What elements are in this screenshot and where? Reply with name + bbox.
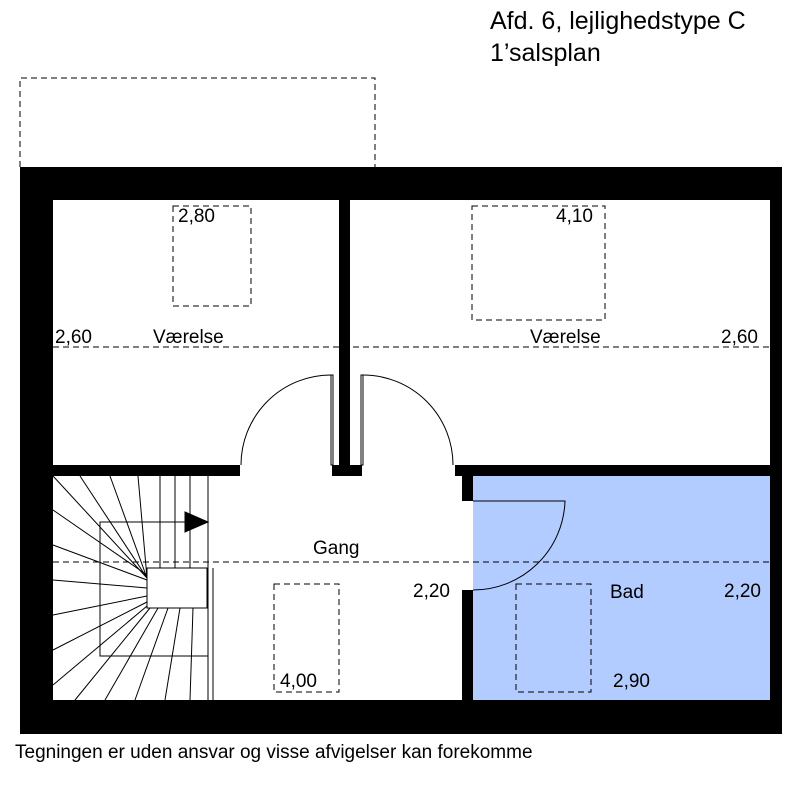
room-left-label: Værelse — [153, 327, 224, 348]
hall-skylight-label: 4,00 — [280, 671, 317, 692]
outer-wall-left — [20, 167, 53, 734]
outer-wall-bottom — [20, 700, 782, 734]
skylight-left-label: 2,80 — [178, 206, 215, 227]
room-right-label: Værelse — [530, 327, 601, 348]
wall-room-right-bottom — [455, 465, 770, 476]
wall-room-center-bottom — [332, 465, 362, 476]
bath-height-label: 2,20 — [724, 581, 761, 602]
disclaimer-text: Tegningen er uden ansvar og visse afvigelser kan forekomme — [15, 742, 533, 763]
wall-between-rooms — [339, 200, 350, 475]
height-left-label: 2,60 — [55, 327, 92, 348]
skylight-right-label: 4,10 — [556, 206, 593, 227]
balcony-outline — [20, 78, 375, 167]
outer-wall-right — [770, 167, 782, 734]
staircase — [53, 476, 213, 700]
bathroom-label: Bad — [610, 582, 644, 603]
outer-wall-top — [20, 167, 782, 200]
bath-skylight-label: 2,90 — [613, 671, 650, 692]
wall-bath-left-top — [462, 476, 473, 501]
hall-height-label: 2,20 — [413, 581, 450, 602]
height-right-label: 2,60 — [721, 327, 758, 348]
hallway-label: Gang — [313, 538, 360, 559]
wall-room-left-bottom-a — [53, 465, 240, 476]
door-right — [361, 375, 453, 465]
door-left — [241, 375, 333, 465]
wall-bath-left-bottom — [462, 590, 473, 700]
plan-title: Afd. 6, lejlighedstype C — [490, 7, 746, 35]
plan-subtitle: 1’salsplan — [490, 39, 601, 67]
